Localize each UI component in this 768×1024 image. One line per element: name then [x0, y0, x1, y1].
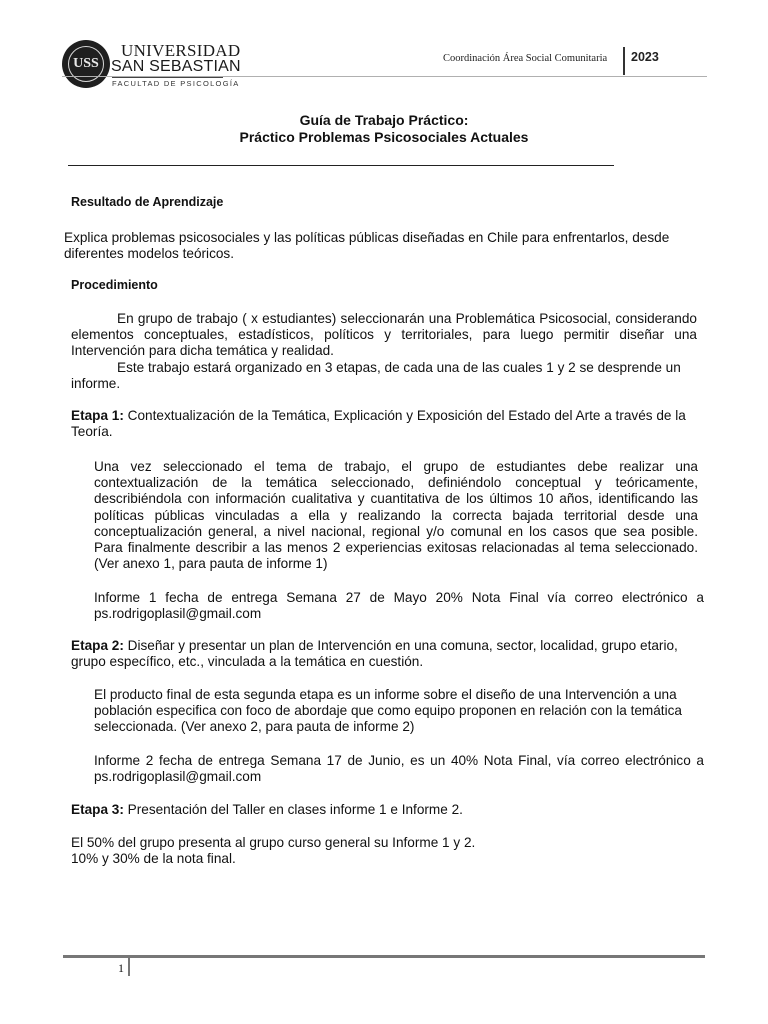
stage-1-detail: Una vez seleccionado el tema de trabajo, el grupo de estudiantes debe realizar una contextualización de la temática seleccionado, definiéndolo conceptual y teóricamente, describiéndola con información cualitativa y cuantitativa de los últimos 10 años, identificando las políticas públicas vinculadas a ella y realizando la correcta bajada territorial desde una conceptualización general, a nivel nacional, regional y/o comunal en los casos que sea posible. Para finalmente describir a las menos 2 experiencias exitosas relacionadas al tema seleccionado. (Ver anexo 1, para pauta de informe 1)	[94, 459, 698, 572]
stage-1-title: Contextualización de la Temática, Explicación y Exposición del Estado del Arte a través de la Teoría.	[71, 408, 686, 440]
document-title-line1: Guía de Trabajo Práctico:	[299, 112, 469, 128]
coordination-label: Coordinación Área Social Comunitaria	[443, 53, 608, 64]
procedure-paragraph-2: Este trabajo estará organizado en 3 etapas, de cada una de las cuales 1 y 2 se desprende un informe.	[71, 360, 681, 392]
header-separator	[623, 47, 625, 75]
stage-3-line-2: 10% y 30% de la nota final.	[71, 851, 236, 866]
stage-3-label: Etapa 3:	[71, 802, 124, 817]
stage-2-delivery: Informe 2 fecha de entrega Semana 17 de Junio, es un 40% Nota Final, vía correo electrónico a ps.rodrigoplasil@gmail.com	[94, 753, 704, 785]
stage-2-detail: El producto final de esta segunda etapa es un informe sobre el diseño de una Intervención a una población especifica con foco de abordaje que como equipo proponen en relación con la temática seleccionada. (Ver anexo 2, para pauta de informe 2)	[94, 687, 682, 735]
logo-monogram: USS	[68, 46, 104, 82]
stage-1-intro	[71, 408, 703, 440]
stage-2-title: Diseñar y presentar un plan de Intervención en una comuna, sector, localidad, grupo etario, grupo específico, etc., vinculada a la temática en cuestión.	[71, 638, 678, 670]
university-name-line2: SAN SEBASTIAN	[111, 58, 241, 75]
university-name-line1: UNIVERSIDAD	[121, 41, 241, 60]
header-rule	[62, 76, 707, 77]
stage-3-line-1: El 50% del grupo presenta al grupo curso general su Informe 1 y 2.	[71, 835, 476, 850]
stage-1-delivery: Informe 1 fecha de entrega Semana 27 de Mayo 20% Nota Final vía correo electrónico a ps.rodrigoplasil@gmail.com	[94, 590, 704, 622]
procedure-heading: Procedimiento	[71, 278, 158, 292]
stage-3-intro	[71, 802, 703, 818]
procedure-paragraph-1: En grupo de trabajo ( x estudiantes) seleccionarán una Problemática Psicosocial, considerando elementos conceptuales, estadísticos, políticos y territoriales, para luego permitir diseñar una Intervención para dicha temática y realidad.	[71, 311, 697, 359]
stage-3-title: Presentación del Taller en clases informe 1 e Informe 2.	[123, 802, 463, 817]
faculty-name: FACULTAD DE PSICOLOGÍA	[112, 79, 240, 88]
footer-rule	[63, 955, 705, 958]
footer-separator	[128, 958, 130, 976]
university-logo	[62, 40, 110, 88]
header-year: 2023	[631, 50, 659, 64]
learning-outcome-text: Explica problemas psicosociales y las políticas públicas diseñadas en Chile para enfrentarlos, desde diferentes modelos teóricos.	[64, 230, 670, 262]
page-number: 1	[118, 961, 124, 975]
stage-2-intro	[71, 638, 701, 670]
logo-divider	[112, 77, 223, 78]
stage-1-label: Etapa 1:	[71, 408, 124, 423]
title-rule	[68, 165, 614, 166]
stage-2-label: Etapa 2:	[71, 638, 124, 653]
learning-outcome-heading: Resultado de Aprendizaje	[71, 195, 224, 209]
document-title-line2: Práctico Problemas Psicosociales Actuales	[239, 129, 529, 145]
